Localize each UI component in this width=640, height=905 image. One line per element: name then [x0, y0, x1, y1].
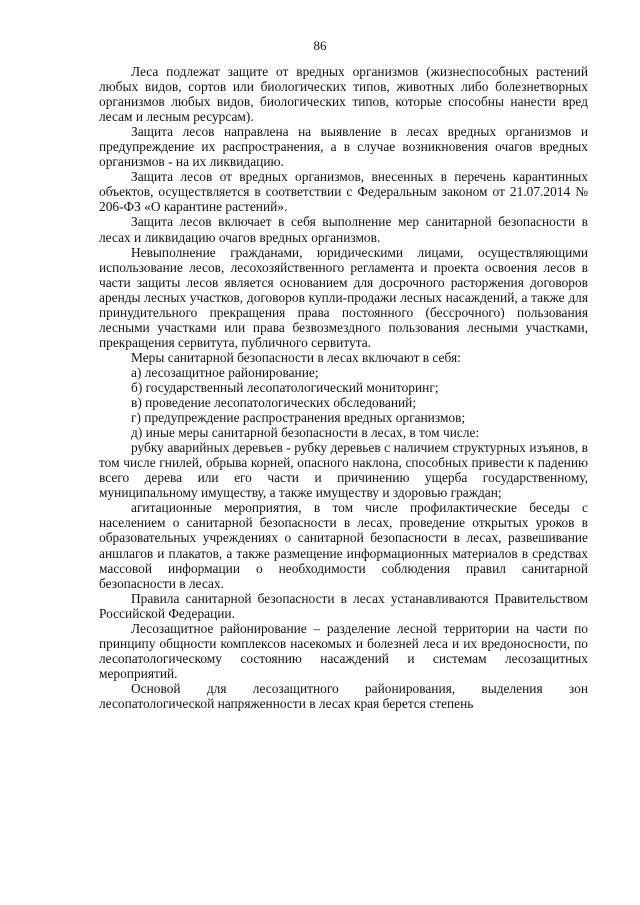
paragraph-7: рубку аварийных деревьев - рубку деревьев с наличием структурных изъянов, в том числе гнилей, обрыва корней, опасного наклона, способных привести к падению всего дерева или его части и причинению ущерба государственному, муниципальному имуществу, а также имуществу и здоровью граждан;: [99, 440, 588, 501]
list-item-d: д) иные меры санитарной безопасности в лесах, в том числе:: [131, 425, 480, 441]
paragraph-11: Основой для лесозащитного районирования, выделения зон лесопатологической напряженности в лесах края берется степень: [99, 680, 588, 711]
paragraph-4: Защита лесов включает в себя выполнение мер санитарной безопасности в лесах и ликвидацию очагов вредных организмов.: [99, 214, 588, 245]
paragraph-5: Невыполнение гражданами, юридическими лицами, осуществляющими использование лесов, лесохозяйственного регламента и проекта освоения лесов в части защиты лесов является основанием для досрочного расторжения договоров аренды лесных участков, договоров купли-продажи лесных насаждений, а также для принудительного прекращения права постоянного (бессрочного) пользования лесными участками или права безвозмездного пользования лесными участками, прекращения сервитута, публичного сервитута.: [99, 244, 588, 350]
paragraph-2: Защита лесов направлена на выявление в лесах вредных организмов и предупреждение их распространения, а в случае возникновения очагов вредных организмов - на их ликвидацию.: [99, 124, 588, 170]
paragraph-9: Правила санитарной безопасности в лесах устанавливаются Правительством Российской Федерации.: [99, 590, 588, 621]
list-item-a: а) лесозащитное районирование;: [131, 364, 319, 380]
list-item-v: в) проведение лесопатологических обследований;: [131, 395, 417, 411]
list-item-g: г) предупреждение распространения вредных организмов;: [131, 410, 466, 426]
paragraph-1: Леса подлежат защите от вредных организмов (жизнеспособных растений любых видов, сортов или биологических типов, животных либо болезнетворных организмов любых видов, биологических типов, которые способны нанести вред лесам и лесным ресурсам).: [99, 64, 588, 125]
page-number: 86: [313, 38, 327, 53]
paragraph-3: Защита лесов от вредных организмов, внесенных в перечень карантинных объектов, осуществляется в соответствии с Федеральным законом от 21.07.2014 № 206-ФЗ «О карантине растений».: [99, 169, 588, 215]
list-item-b: б) государственный лесопатологический мониторинг;: [131, 379, 439, 395]
paragraph-10: Лесозащитное районирование – разделение лесной территории на части по принципу общности комплексов насекомых и болезней леса и их вредоносности, по лесопатологическому состоянию насаждений и системам лесозащитных мероприятий.: [99, 620, 588, 681]
paragraph-8: агитационные мероприятия, в том числе профилактические беседы с населением о санитарной безопасности в лесах, проведение открытых уроков в образовательных учреждениях о санитарной безопасности в лесах, развешивание аншлагов и плакатов, а также размещение информационных материалов в средствах массовой информации о необходимости соблюдения правил санитарной безопасности в лесах.: [99, 500, 588, 591]
paragraph-6: Меры санитарной безопасности в лесах включают в себя:: [131, 349, 461, 365]
document-body: [99, 64, 588, 711]
